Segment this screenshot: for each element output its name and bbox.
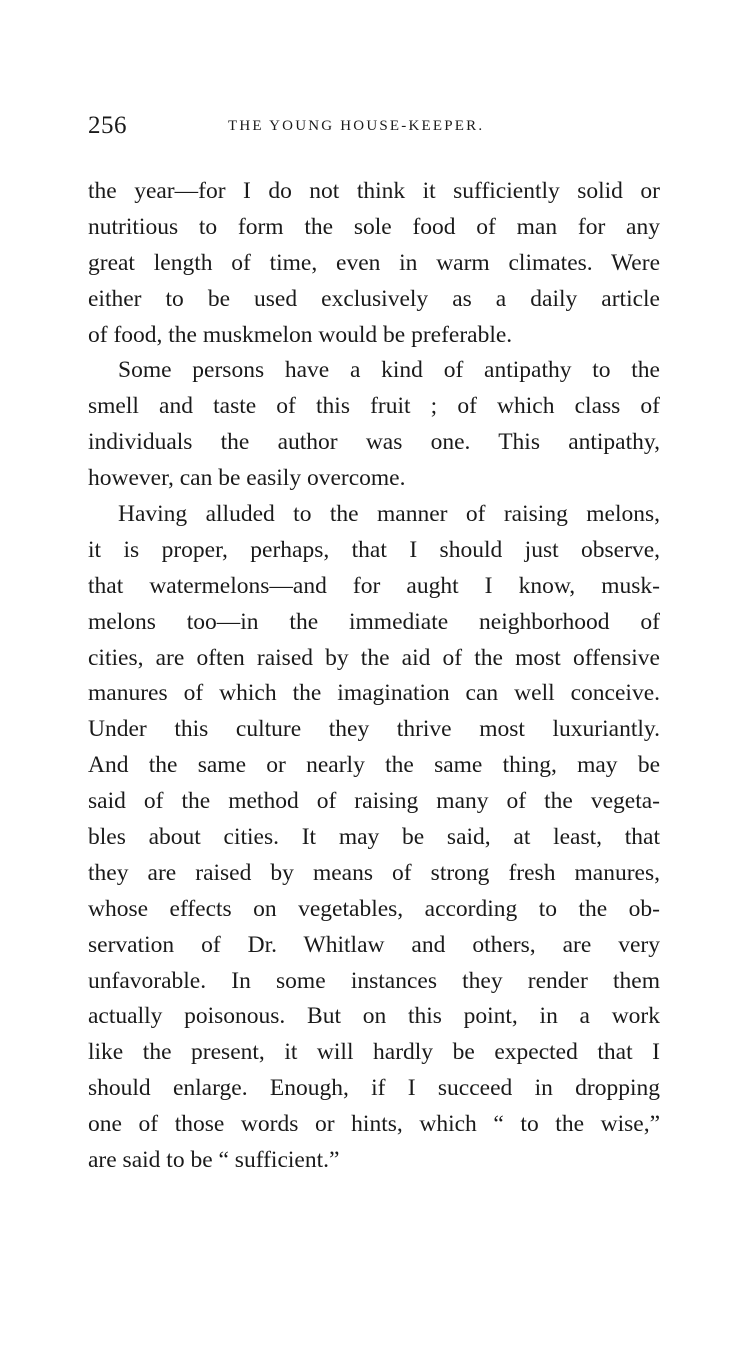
- text-line: bles about cities. It may be said, at least, that: [88, 824, 660, 851]
- text-line: either to be used exclusively as a daily article: [88, 285, 660, 312]
- text-line: Having alluded to the manner of raising melons,: [118, 501, 660, 528]
- text-line: individuals the author was one. This antipathy,: [88, 429, 660, 456]
- text-line: melons too—in the immediate neighborhood of: [88, 608, 660, 635]
- text-line: one of those words or hints, which “ to the wise,”: [88, 1111, 660, 1138]
- text-line: Some persons have a kind of antipathy to the: [118, 357, 660, 384]
- text-line: great length of time, even in warm climates. Were: [88, 249, 660, 276]
- text-line: smell and taste of this fruit ; of which class of: [88, 393, 660, 420]
- text-line: manures of which the imagination can well conceive.: [88, 680, 660, 707]
- text-line: Under this culture they thrive most luxuriantly.: [88, 716, 660, 743]
- text-line: of food, the muskmelon would be preferable.: [88, 321, 513, 348]
- text-line: whose effects on vegetables, according to the ob-: [88, 895, 660, 922]
- text-line: however, can be easily overcome.: [88, 465, 406, 492]
- book-page: [88, 112, 660, 1179]
- text-line: servation of Dr. Whitlaw and others, are very: [88, 931, 660, 958]
- text-line: cities, are often raised by the aid of the most offensive: [88, 644, 660, 671]
- text-line: like the present, it will hardly be expected that I: [88, 1039, 660, 1066]
- running-head: [88, 112, 660, 152]
- text-line: are said to be “ sufficient.”: [88, 1147, 340, 1174]
- text-line: it is proper, perhaps, that I should just observe,: [88, 536, 660, 563]
- text-line: they are raised by means of strong fresh manures,: [88, 859, 660, 886]
- body-text: [88, 174, 660, 1179]
- text-line: actually poisonous. But on this point, in a work: [88, 1003, 660, 1030]
- text-line: that watermelons—and for aught I know, musk-: [88, 572, 660, 599]
- text-line: And the same or nearly the same thing, may be: [88, 752, 660, 779]
- text-line: nutritious to form the sole food of man for any: [88, 213, 660, 240]
- text-line: unfavorable. In some instances they render them: [88, 967, 660, 994]
- text-line: the year—for I do not think it sufficiently solid or: [88, 178, 660, 204]
- text-line: should enlarge. Enough, if I succeed in dropping: [88, 1075, 660, 1102]
- page-number: 256: [88, 112, 127, 139]
- running-title: THE YOUNG HOUSE-KEEPER.: [228, 118, 485, 134]
- text-line: said of the method of raising many of the vegeta-: [88, 788, 660, 815]
